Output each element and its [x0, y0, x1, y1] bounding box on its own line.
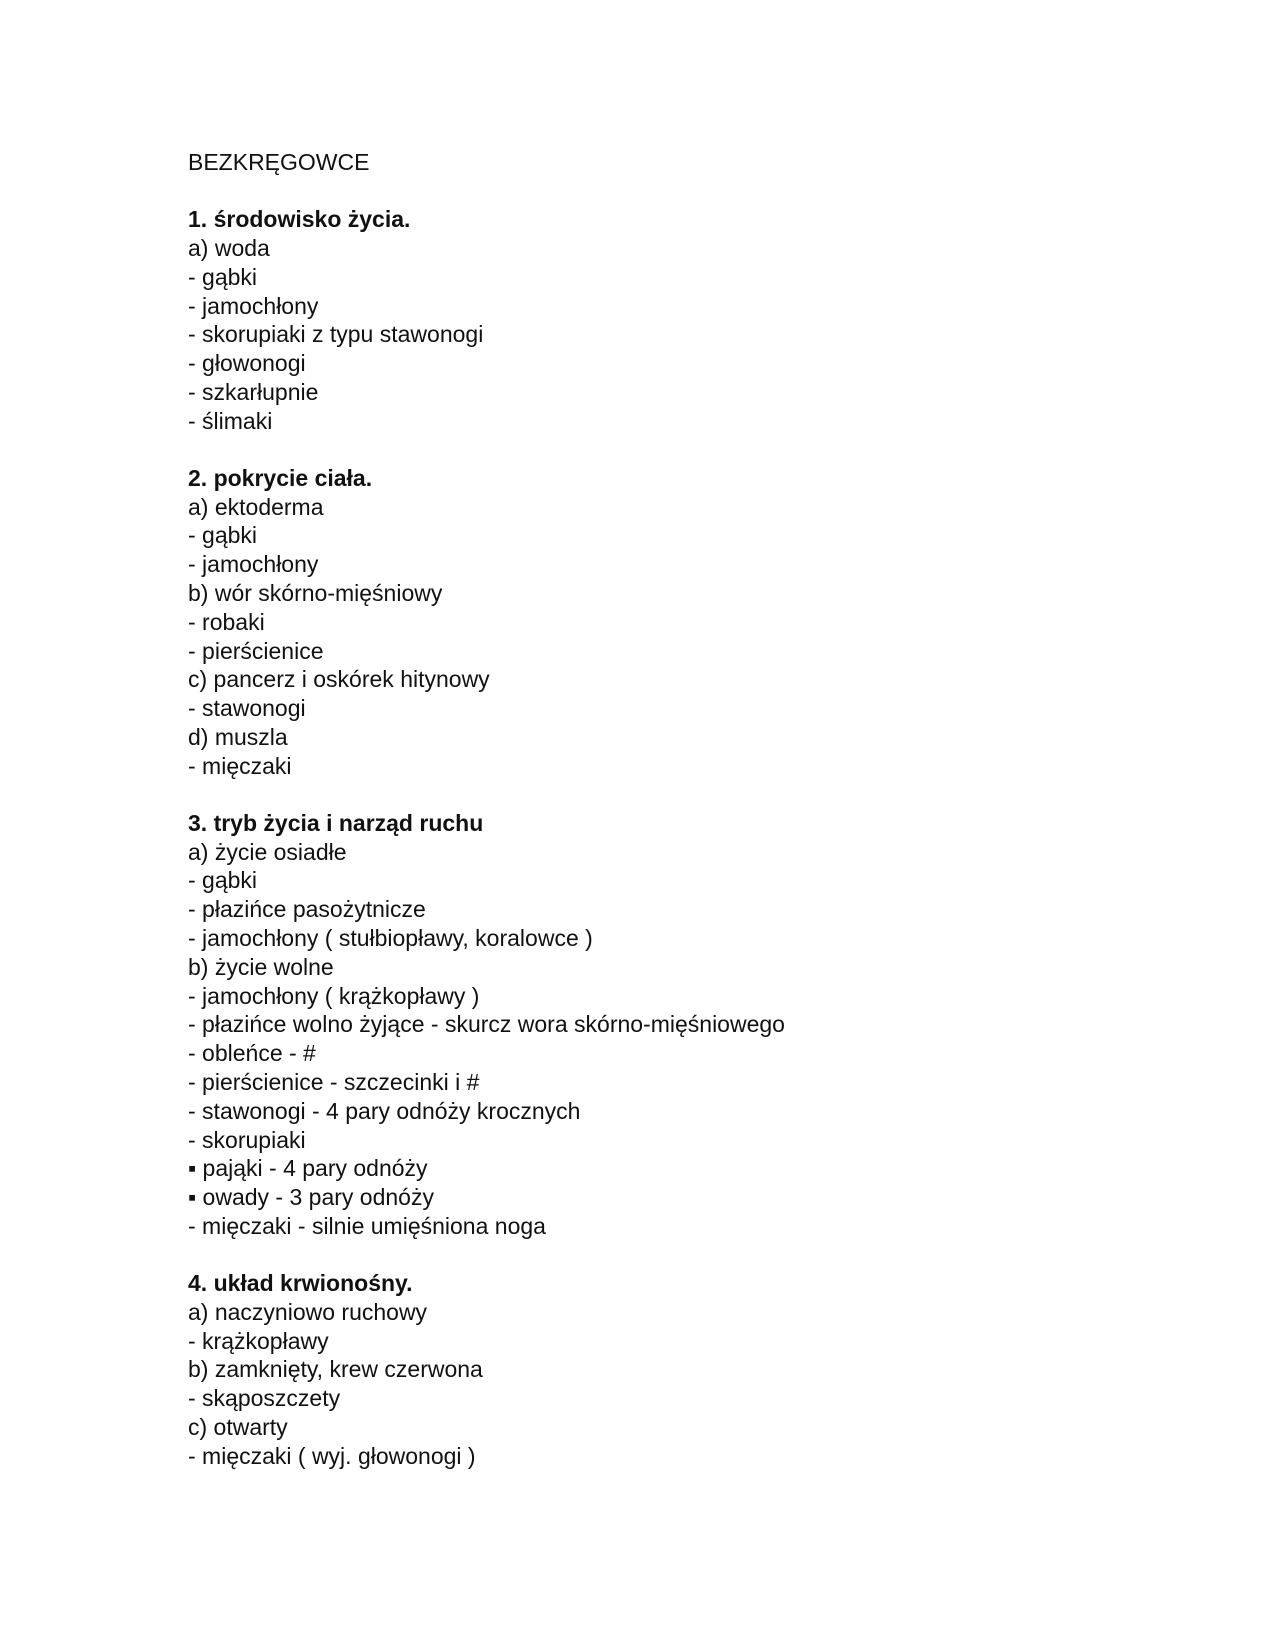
list-line: - pierścienice	[188, 637, 324, 664]
section-heading: 3. tryb życia i narząd ruchu	[188, 809, 484, 836]
list-line: - głowonogi	[188, 350, 306, 377]
document-body	[188, 148, 1188, 1498]
list-line: - skorupiaki	[188, 1126, 306, 1153]
list-line: a) naczyniowo ruchowy	[188, 1298, 428, 1325]
list-line: - skąposzczety	[188, 1385, 341, 1412]
list-line: - stawonogi - 4 pary odnóży krocznych	[188, 1097, 581, 1124]
list-line: - skorupiaki z typu stawonogi	[188, 321, 484, 348]
section-2	[188, 464, 1188, 781]
list-line: - jamochłony ( stułbiopławy, koralowce )	[188, 924, 593, 951]
list-line: - gąbki	[188, 522, 258, 549]
list-line: - jamochłony ( krążkopławy )	[188, 982, 480, 1009]
section-heading: 4. układ krwionośny.	[188, 1269, 413, 1296]
list-line: b) życie wolne	[188, 953, 334, 980]
list-line: - gąbki	[188, 867, 258, 894]
section-heading: 2. pokrycie ciała.	[188, 464, 373, 491]
list-line: b) wór skórno-mięśniowy	[188, 579, 443, 606]
list-line: - mięczaki	[188, 752, 292, 779]
list-line: - krążkopławy	[188, 1327, 329, 1354]
list-line: d) muszla	[188, 723, 288, 750]
list-line: c) pancerz i oskórek hitynowy	[188, 666, 490, 693]
section-4	[188, 1269, 1188, 1471]
sections-container	[188, 205, 1188, 1470]
list-line: - płazińce pasożytnicze	[188, 896, 426, 923]
list-line: - płazińce wolno żyjące - skurcz wora skórno-mięśniowego	[188, 1011, 785, 1038]
list-line: - jamochłony	[188, 292, 319, 319]
list-line: - obleńce - #	[188, 1040, 316, 1067]
section-1	[188, 205, 1188, 436]
list-line: - robaki	[188, 608, 265, 635]
list-line: - stawonogi	[188, 695, 306, 722]
list-line: - jamochłony	[188, 551, 319, 578]
list-line: b) zamknięty, krew czerwona	[188, 1356, 483, 1383]
list-line: a) woda	[188, 235, 270, 261]
list-line: ▪ pająki - 4 pary odnóży	[188, 1155, 428, 1182]
document-title: BEZKRĘGOWCE	[188, 149, 370, 175]
list-line: c) otwarty	[188, 1413, 288, 1440]
list-line: ▪ owady - 3 pary odnóży	[188, 1184, 434, 1211]
list-line: - ślimaki	[188, 407, 273, 434]
list-line: a) życie osiadłe	[188, 838, 347, 865]
list-line: - szkarłupnie	[188, 378, 319, 405]
section-3	[188, 809, 1188, 1241]
list-line: - gąbki	[188, 263, 258, 290]
section-heading: 1. środowisko życia.	[188, 206, 411, 232]
list-line: - mięczaki - silnie umięśniona noga	[188, 1212, 546, 1239]
list-line: a) ektoderma	[188, 493, 324, 520]
list-line: - pierścienice - szczecinki i #	[188, 1068, 480, 1095]
list-line: - mięczaki ( wyj. głowonogi )	[188, 1442, 476, 1469]
